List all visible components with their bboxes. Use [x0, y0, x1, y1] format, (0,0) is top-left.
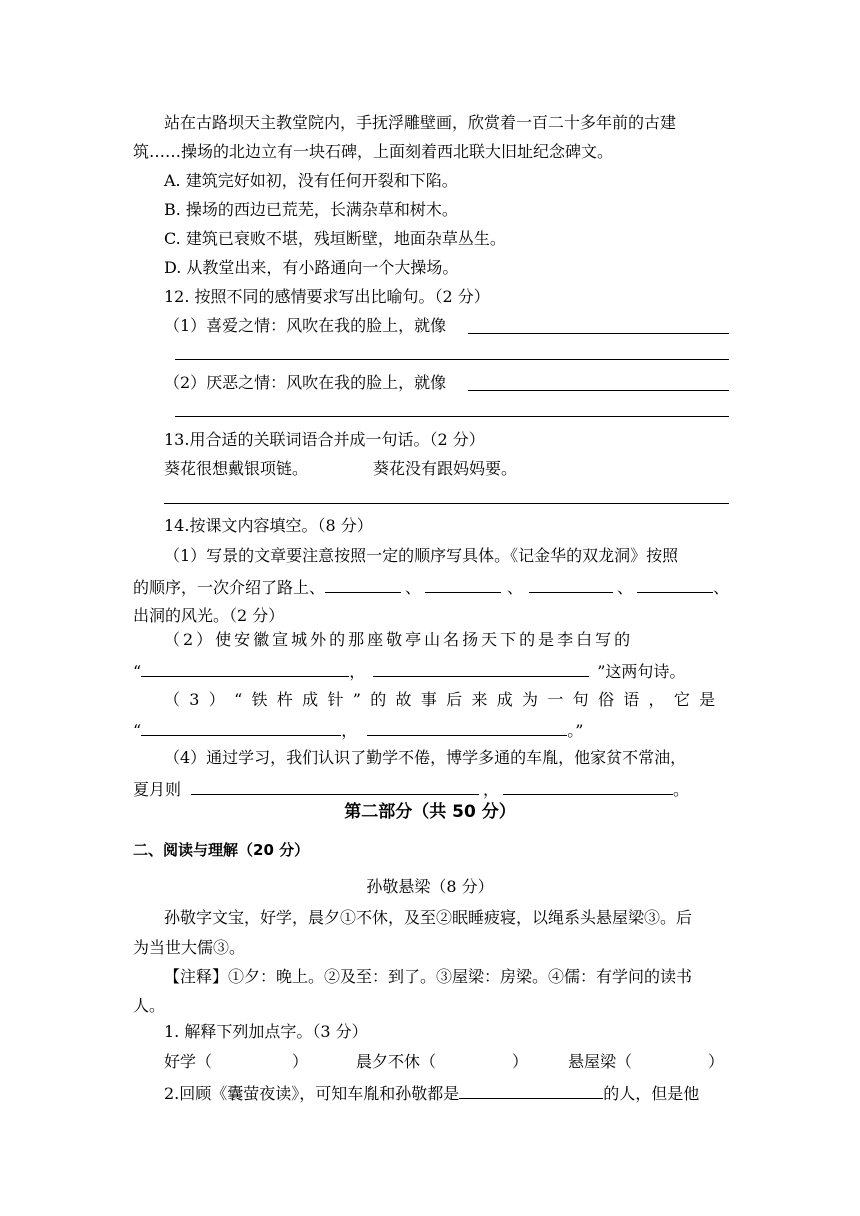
intro-line-1: 站在古路坝天主教堂院内，手抚浮雕壁画，欣赏着一百二十多年前的古建 [164, 113, 677, 132]
passage-line-1: 孙敬字文宝，好学，晨夕①不休，及至②眠睡疲寝，以绳系头悬屋梁③。后 [164, 908, 693, 927]
q13-sentence-1: 葵花很想戴银项链。 [164, 459, 309, 478]
q14-p3-blank-2[interactable] [367, 719, 567, 736]
q14-p1-line-1: （1）写景的文章要注意按照一定的顺序写具体。《记金华的双龙洞》按照 [164, 546, 679, 565]
q14-p1-sep-2: 、 [507, 578, 524, 597]
reading-q2-blank[interactable] [459, 1082, 603, 1099]
q14-p1-sep-1: 、 [405, 578, 422, 597]
q12-item-2: （2）厌恶之情：风吹在我的脸上，就像 [164, 373, 447, 392]
q14-p2-open-quote: “ [133, 662, 142, 681]
q14-p4-prefix: 夏月则 [133, 780, 182, 799]
q14-p3-line-1: （3）“铁杵成针”的故事后来成为一句俗语，它是 [164, 690, 725, 709]
reading-q1-word-2-label: 晨夕不休（ [356, 1052, 437, 1071]
q12-answer-line-1b[interactable] [175, 359, 729, 360]
reading-q2-text-a: 2.回顾《囊萤夜读》，可知车胤和孙敬都是 [164, 1084, 460, 1103]
intro-line-2: 筑……操场的北边立有一块石碑，上面刻着西北联大旧址纪念碑文。 [133, 142, 614, 161]
q14-p3-close: 。” [567, 721, 584, 740]
q14-p3-line-2 [133, 719, 583, 741]
q14-p1-blank-3[interactable] [529, 576, 613, 593]
reading-q1-word-2-close: ） [512, 1052, 529, 1071]
q14-p1-line-2 [133, 576, 729, 598]
q14-p1-sep-3: 、 [617, 578, 634, 597]
q14-p4-comma: ， [483, 780, 500, 799]
q14-p3-open-quote: “ [133, 721, 142, 740]
reading-q2-line [164, 1082, 699, 1104]
option-b: B. 操场的西边已荒芜，长满杂草和树木。 [164, 200, 458, 219]
q14-p4-line-2 [133, 778, 689, 800]
reading-q1-word-2 [356, 1052, 528, 1072]
q14-p3-comma: ， [341, 721, 358, 740]
q14-p3-blank-1[interactable] [141, 719, 341, 736]
q14-p4-blank-2[interactable] [503, 778, 673, 795]
section-two-heading: 二、阅读与理解（20 分） [133, 841, 310, 859]
q14-p2-line-1: （2）使安徽宣城外的那座敬亭山名扬天下的是李白写的 [164, 630, 634, 649]
q13-answer-line[interactable] [164, 503, 729, 504]
q14-p1-text: 的顺序，一次介绍了路上、 [133, 578, 326, 597]
q14-p2-comma: ， [349, 662, 366, 681]
q14-p2-blank-1[interactable] [141, 660, 349, 677]
q14-p1-blank-4[interactable] [637, 576, 713, 593]
option-c: C. 建筑已衰败不堪，残垣断壁，地面杂草丛生。 [164, 229, 506, 248]
reading-q1-word-1 [164, 1052, 308, 1072]
q14-p2-close: ”这两句诗。 [597, 662, 686, 681]
q14-p1-line-3: 出洞的风光。（2 分） [133, 606, 285, 625]
reading-q1-word-1-label: 好学（ [164, 1052, 213, 1071]
q14-p4-end: 。 [673, 780, 690, 799]
reading-q1-word-1-close: ） [292, 1052, 309, 1071]
reading-q1-word-3 [568, 1052, 724, 1072]
reading-q2-text-b: 的人，但是他 [603, 1084, 700, 1103]
q12-item-1: （1）喜爱之情：风吹在我的脸上，就像 [164, 316, 447, 335]
option-d: D. 从教堂出来，有小路通向一个大操场。 [164, 258, 459, 277]
q14-p4-line-1: （4）通过学习，我们认识了勤学不倦，博学多通的车胤，他家贫不常油， [164, 748, 687, 767]
reading-q1-word-3-close: ） [708, 1052, 725, 1071]
q12-title: 12. 按照不同的感情要求写出比喻句。（2 分） [164, 287, 490, 306]
q14-p2-blank-2[interactable] [373, 660, 589, 677]
reading-q1-word-3-label: 悬屋梁（ [568, 1052, 633, 1071]
q12-answer-line-2b[interactable] [175, 416, 729, 417]
q13-title: 13.用合适的关联词语合并成一句话。（2 分） [164, 430, 485, 449]
passage-line-2: 为当世大儒③。 [133, 938, 246, 957]
q14-p4-blank-1[interactable] [191, 778, 479, 795]
reading-q1-title: 1. 解释下列加点字。（3 分） [164, 1022, 368, 1041]
note-line-2: 人。 [133, 996, 166, 1015]
option-a: A. 建筑完好如初，没有任何开裂和下陷。 [164, 171, 458, 190]
part-two-heading: 第二部分（共 50 分） [344, 802, 516, 822]
q14-p1-blank-2[interactable] [425, 576, 501, 593]
q14-p2-line-2 [133, 660, 685, 682]
q14-title: 14.按课文内容填空。（8 分） [164, 516, 373, 535]
q13-sentence-2: 葵花没有跟妈妈要。 [373, 459, 518, 478]
q14-p1-sep-4: 、 [713, 578, 730, 597]
passage-title: 孙敬悬梁（8 分） [366, 877, 494, 896]
q14-p1-blank-1[interactable] [325, 576, 401, 593]
note-line-1: 【注释】①夕：晚上。②及至：到了。③屋梁：房梁。④儒：有学问的读书 [164, 967, 693, 986]
q12-answer-line-2a[interactable] [468, 390, 729, 391]
q12-answer-line-1a[interactable] [468, 333, 729, 334]
